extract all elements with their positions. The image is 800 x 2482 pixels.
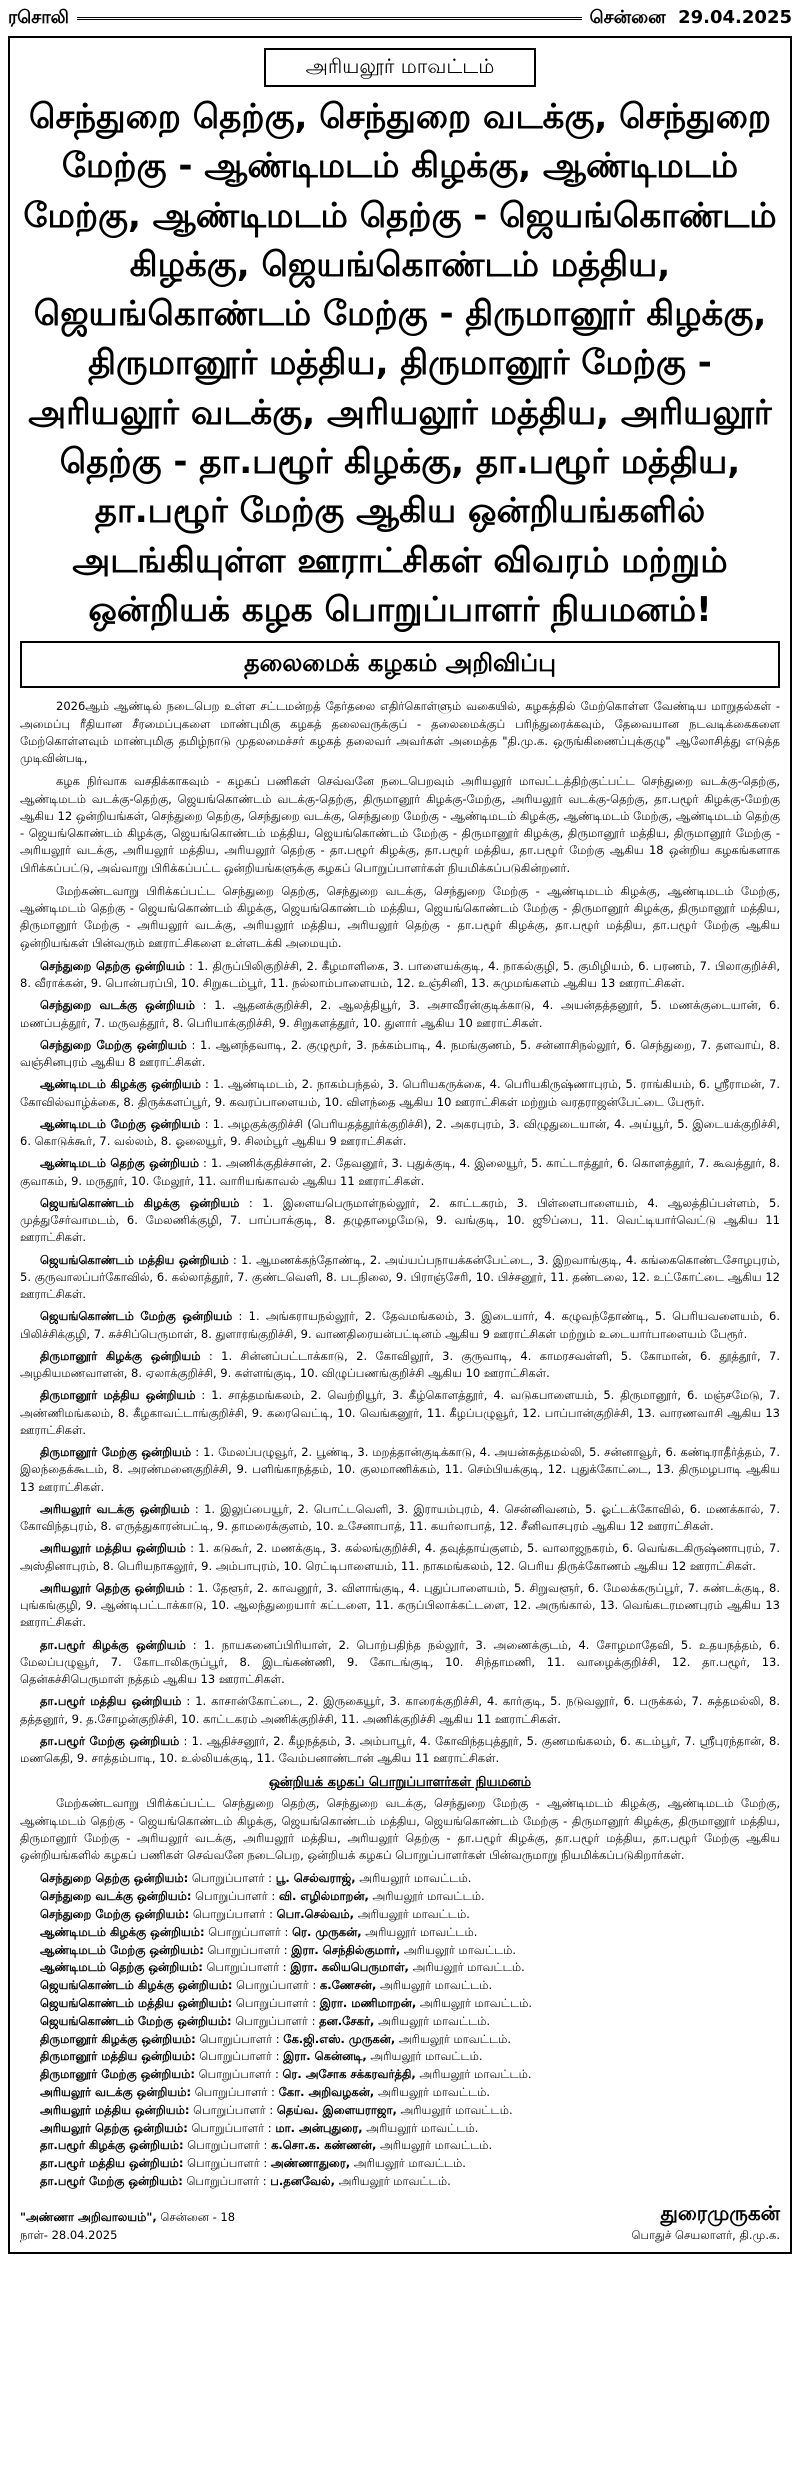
union-entry: ஆண்டிமடம் கிழக்கு ஒன்றியம் : 1. ஆண்டிமடம், 2. நாகம்பந்தல், 3. பெரியகருக்கை, 4. பெரியகிருஷ்ணாபுரம், 5. ராங்கியம், 6. ஸ்ரீராமன், 7. கோவில்வாழ்க்கை, 8. திருக்களப்பூர், 9. கவரப்பாளையம், 10. விளந்தை ஆகிய 10 ஊராட்சிகள் மற்றும் வரதராஜன்பேட்டை பேரூர். — [20, 1077, 780, 1109]
appointment-person: வி. எழில்மாறன், — [278, 1889, 369, 1904]
appointments-intro: மேற்கண்டவாறு பிரிக்கப்பட்ட செந்துறை தெற்கு, செந்துறை வடக்கு, செந்துறை மேற்கு - ஆண்டிமடம் கிழக்கு, ஆண்டிமடம் மேற்கு, ஆண்டிமடம் தெற்கு - ஜெயங்கொண்டம் கிழக்கு, ஜெயங்கொண்டம் மத்திய, ஜெயங்கொண்டம் மேற்கு - திருமானூர் கிழக்கு, திருமானூர் மத்திய, திருமானூர் மேற்கு - அரியலூர் வடக்கு, அரியலூர் மத்திய, அரியலூர் தெற்கு - தா.பழூர் கிழக்கு, தா.பழூர் மத்திய, தா.பழூர் மேற்கு ஆகிய ஒன்றியங்களில் கழகப் பணிகள் செவ்வனே நடைபெற, ஒன்றியக் கழகப் பொறுப்பாளர்கள் பின்வருமாறு நியமிக்கப்படுகிறார்கள். — [20, 1796, 780, 1863]
union-name: அரியலூர் தெற்கு ஒன்றியம் — [40, 1580, 185, 1595]
union-villages: 1. ஆதிச்சனூர், 2. கீழநத்தம், 3. அம்பாபூர், 4. கோவிந்தபுத்தூர், 5. குணமங்கலம், 6. கடம்பூர், 7. ஸ்ரீபுரந்தான், 8. மணகெதி, 9. சாத்தம்பாடி, 10. உல்லியக்குடி, 11. வேம்பனாண்டான் ஆகிய 11 ஊராட்சிகள். — [20, 1733, 780, 1766]
appointment-place: அரியலூர் மாவட்டம். — [400, 2102, 513, 2117]
union-entry: திருமானூர் மேற்கு ஒன்றியம் : 1. மேலப்பழுவூர், 2. பூண்டி, 3. மறத்தான்குடிக்காடு, 4. அயன்சுத்தமல்லி, 5. சன்னாவூர், 6. கண்டிராதீர்த்தம், 7. இலந்தைக்கூடம், 8. அரண்மனைகுறிச்சி, 9. பளிங்காநத்தம், 10. குலமாணிக்கம், 11. செம்பியக்குடி, 12. புதுக்கோட்டை, 13. திருமழபாடி ஆகிய 13 ஊராட்சிகள். — [20, 1445, 781, 1494]
footer — [20, 2201, 780, 2244]
appointment-union: தா.பழூர் மேற்கு ஒன்றியம்: — [40, 2174, 183, 2189]
appointment-person: பூ. செல்வராஜ், — [275, 1871, 356, 1886]
appointment-role: பொறுப்பாளர் : — [191, 1871, 273, 1886]
appointment-place: அரியலூர் மாவட்டம். — [380, 2138, 493, 2153]
appointment-role: பொறுப்பாளர் : — [199, 2031, 280, 2046]
appointment-person: பொ.செல்வம், — [276, 1906, 355, 1921]
appointment-role: பொறுப்பாளர் : — [191, 2120, 272, 2135]
appointment-place: அரியலூர் மாவட்டம். — [357, 1906, 470, 1921]
appointment-role: பொறுப்பாளர் : — [187, 2138, 268, 2153]
appointment-person: இரா. மணிமாறன், — [319, 1995, 417, 2010]
appointment-person: மா. அன்புதுரை, — [275, 2120, 363, 2135]
appointment-role: பொறுப்பாளர் : — [199, 2049, 280, 2064]
union-villages: 1. நாயகனைப்பிரியாள், 2. பொற்பதிந்த நல்லூர், 3. அணைக்குடம், 4. சோழமாதேவி, 5. உதயநத்தம், 6. மேலப்பழுவூர், 7. கோடாலிகருப்பூர், 8. இடங்கண்ணி, 9. கோடங்குடி, 10. சிந்தாமணி, 11. வாழைக்குறிச்சி, 12. தா.பழூர், 13. தென்கச்சிபெருமாள் நத்தம் ஆகிய 13 ஊராட்சிகள். — [20, 1637, 781, 1687]
appointment-role: பொறுப்பாளர் : — [195, 1889, 276, 1904]
appointment-person: தன.சேகர், — [319, 2013, 375, 2028]
appointment-place: அரியலூர் மாவட்டம். — [365, 1924, 478, 1939]
appointment-union: ஆண்டிமடம் கிழக்கு ஒன்றியம்: — [40, 1924, 205, 1939]
union-entry: திருமானூர் மத்திய ஒன்றியம் : 1. சாத்தமங்கலம், 2. வெற்றியூர், 3. கீழ்கொளத்தூர், 4. வடுகபாளையம், 5. திருமானூர், 6. மஞ்சமேடு, 7. அண்ணிமங்கலம், 8. கீழகாவட்டாங்குறிச்சி, 9. கரைவெட்டி, 10. வெங்கனூர், 11. கீழப்பழுவூர், 12. பாப்பான்குறிச்சி, 13. வாரணவாசி ஆகிய 13 ஊராட்சிகள். — [20, 1388, 781, 1437]
union-name: செந்துறை வடக்கு ஒன்றியம் — [40, 998, 195, 1013]
appointment-place: அரியலூர் மாவட்டம். — [377, 2085, 491, 2100]
appointment-role: பொறுப்பாளர் : — [186, 2174, 267, 2189]
union-villages: 1. காசான்கோட்டை, 2. இருகையூர், 3. காரைக்குறிச்சி, 4. கார்குடி, 5. நடுவலூர், 6. பருக்கல், 7. சுத்தமல்லி, 8. தத்தனூர், 9. த.சோழன்குறிச்சி, 10. காட்டகரம் அணிக்குறிச்சி, 11. அணிக்குறிச்சி ஆகிய 11 ஊராட்சிகள். — [20, 1694, 780, 1726]
union-entry: அரியலூர் வடக்கு ஒன்றியம் : 1. இலுப்பையூர், 2. பொட்டவெளி, 3. இராயம்புரம், 4. சென்னிவனம், 5. ஓட்டக்கோவில், 6. மணக்கால், 7. கோவிந்தபுரம், 8. எருத்துகாரன்பட்டி, 9. தாமரைக்குளம், 10. உசேனாபாத், 11. கயர்லாபாத், 12. சீனிவாசபுரம் ஆகிய 12 ஊராட்சிகள். — [20, 1501, 781, 1534]
intro-paragraph: மேற்கண்டவாறு பிரிக்கப்பட்ட செந்துறை தெற்கு, செந்துறை வடக்கு, செந்துறை மேற்கு - ஆண்டிமடம் கிழக்கு, ஆண்டிமடம் மேற்கு, ஆண்டிமடம் தெற்கு - ஜெயங்கொண்டம் கிழக்கு, ஜெயங்கொண்டம் மத்திய, ஜெயங்கொண்டம் மேற்கு - திருமானூர் கிழக்கு, திருமானூர் மத்திய, திருமானூர் மேற்கு - அரியலூர் வடக்கு, அரியலூர் மத்திய, அரியலூர் தெற்கு - தா.பழூர் கிழக்கு, தா.பழூர் மத்திய, தா.பழூர் மேற்கு ஆகிய ஒன்றியங்கள் பின்வரும் ஊராட்சிகளை உள்ளடக்கி அமையும். — [20, 883, 780, 950]
district-title: அரியலூர் மாவட்டம் — [264, 48, 537, 87]
appointment-place: அரியலூர் மாவட்டம். — [412, 1960, 525, 1975]
appointment-row — [20, 2048, 780, 2066]
union-entry: ஜெயங்கொண்டம் கிழக்கு ஒன்றியம் : 1. இளையபெருமாள்நல்லூர், 2. காட்டகரம், 3. பிள்ளைபாளையம், 4. ஆலத்திப்பள்ளம், 5. முத்துசேர்வாமடம், 6. மேலணிக்குழி, 7. பாப்பாக்குடி, 8. தழுதாழைமேடு, 9. வங்குடி, 10. ஜூப்பை, 11. வெட்டியார்வெட்டு ஆகிய 11 ஊராட்சிகள். — [20, 1195, 780, 1245]
date: 29.04.2025 — [678, 6, 792, 28]
appointment-person: தெய்வ. இளையராஜா, — [276, 2102, 397, 2117]
appointment-place: அரியலூர் மாவட்டம். — [372, 1889, 485, 1904]
appointment-person: ரெ. முருகன், — [292, 1924, 362, 1939]
appointment-role: பொறுப்பாளர் : — [194, 2085, 275, 2100]
appointment-person: இரா. கலியபெருமாள், — [290, 1960, 409, 1975]
masthead-rule — [77, 17, 582, 20]
appointment-row — [20, 2031, 780, 2049]
appointment-union: அரியலூர் தெற்கு ஒன்றியம்: — [40, 2120, 188, 2135]
appointment-person: கோ. அறிவழகன், — [278, 2085, 375, 2100]
union-name: ஜெயங்கொண்டம் மத்திய ஒன்றியம் — [40, 1252, 229, 1267]
appointment-row — [20, 2120, 780, 2138]
appointment-place: அரியலூர் மாவட்டம். — [366, 2120, 479, 2135]
appointment-list — [20, 1870, 780, 2191]
union-entry: தா.பழூர் கிழக்கு ஒன்றியம் : 1. நாயகனைப்பிரியாள், 2. பொற்பதிந்த நல்லூர், 3. அணைக்குடம், 4. சோழமாதேவி, 5. உதயநத்தம், 6. மேலப்பழுவூர், 7. கோடாலிகருப்பூர், 8. இடங்கண்ணி, 9. கோடங்குடி, 10. சிந்தாமணி, 11. வாழைக்குறிச்சி, 12. தா.பழூர், 13. தென்கச்சிபெருமாள் நத்தம் ஆகிய 13 ஊராட்சிகள். — [20, 1637, 781, 1687]
appointment-row — [20, 1977, 780, 1995]
appointment-role: பொறுப்பாளர் : — [207, 1942, 288, 1957]
appointment-place: அரியலூர் மாவட்டம். — [419, 1995, 533, 2010]
masthead — [8, 0, 792, 36]
appointment-union: திருமானூர் கிழக்கு ஒன்றியம்: — [40, 2031, 196, 2046]
appointment-row — [20, 1942, 780, 1960]
appointment-role: பொறுப்பாளர் : — [235, 1995, 317, 2010]
union-entry: தா.பழூர் மேற்கு ஒன்றியம் : 1. ஆதிச்சனூர், 2. கீழநத்தம், 3. அம்பாபூர், 4. கோவிந்தபுத்தூர், 5. குணமங்கலம், 6. கடம்பூர், 7. ஸ்ரீபுரந்தான், 8. மணகெதி, 9. சாத்தம்பாடி, 10. உல்லியக்குடி, 11. வேம்பனாண்டான் ஆகிய 11 ஊராட்சிகள். — [20, 1733, 780, 1766]
appointment-row — [20, 1924, 780, 1942]
appointment-union: தா.பழூர் மத்திய ஒன்றியம்: — [40, 2156, 184, 2171]
union-villages: 1. மேலப்பழுவூர், 2. பூண்டி, 3. மறத்தான்குடிக்காடு, 4. அயன்சுத்தமல்லி, 5. சன்னாவூர், 6. கண்டிராதீர்த்தம், 7. இலந்தைக்கூடம், 8. அரண்மனைகுறிச்சி, 9. பளிங்காநத்தம், 10. குலமாணிக்கம், 11. செம்பியக்குடி, 12. புதுக்கோட்டை, 13. திருமழபாடி ஆகிய 13 ஊராட்சிகள். — [20, 1445, 781, 1494]
signature-block — [632, 2201, 780, 2244]
headline: செந்துறை தெற்கு, செந்துறை வடக்கு, செந்துறை மேற்கு - ஆண்டிமடம் கிழக்கு, ஆண்டிமடம் மேற்கு, ஆண்டிமடம் தெற்கு - ஜெயங்கொண்டம் கிழக்கு, ஜெயங்கொண்டம் மத்திய, ஜெயங்கொண்டம் மேற்கு - திருமானூர் கிழக்கு, திருமானூர் மத்திய, திருமானூர் மேற்கு - அரியலூர் வடக்கு, அரியலூர் மத்திய, அரியலூர் தெற்கு - தா.பழூர் கிழக்கு, தா.பழூர் மத்திய, தா.பழூர் மேற்கு ஆகிய ஒன்றியங்களில் அடங்கியுள்ள ஊராட்சிகள் விவரம் மற்றும் ஒன்றியக் கழக பொறுப்பாளர் நியமனம்! — [23, 97, 777, 630]
union-entry: ஜெயங்கொண்டம் மேற்கு ஒன்றியம் : 1. அங்கராயநல்லூர், 2. தேவமங்கலம், 3. இடையார், 4. கழுவந்தோண்டி, 5. பெரியவளையம், 6. பிலிச்சிக்குழி, 7. சுச்சிப்பெருமாள், 8. துளாரங்குறிச்சி, 9. வாணதிரையன்பட்டினம் ஆகிய 9 ஊராட்சிகள் மற்றும் உடையார்பாளையம் பேரூர். — [20, 1309, 781, 1341]
appointment-person: கே.ஜி.எஸ். முருகன், — [283, 2031, 396, 2046]
appointment-role: பொறுப்பாளர் : — [206, 1960, 287, 1975]
appointment-union: ஆண்டிமடம் மேற்கு ஒன்றியம்: — [40, 1942, 204, 1957]
appointment-role: பொறுப்பாளர் : — [192, 1906, 274, 1921]
union-name: ஆண்டிமடம் மேற்கு ஒன்றியம் — [40, 1116, 201, 1131]
union-villages: 1. திருப்பிலிகுறிச்சி, 2. கீழமாளிகை, 3. பாளையக்குடி, 4. நாகல்குழி, 5. குமிழியம், 6. பரணம், 7. பிலாகுறிச்சி, 8. வீராக்கன், 9. பொன்பரப்பி, 10. சிறுகடம்பூர், 11. நல்லாம்பாளையம், 12. உஞ்சினி, 13. சுமுமங்களம் ஆகிய 13 ஊராட்சிகள். — [20, 958, 780, 991]
appointment-person: இரா. செந்தில்குமார், — [291, 1942, 401, 1957]
appointment-union: தா.பழூர் கிழக்கு ஒன்றியம்: — [40, 2138, 184, 2153]
appointment-role: பொறுப்பாளர் : — [187, 2156, 268, 2171]
union-villages: 1. ஆமணக்கந்தோண்டி, 2. அய்யப்பநாயக்கன்பேட்டை, 3. இறவாங்குடி, 4. கங்கைகொண்டசோழபுரம், 5. குருவாலப்பர்கோவில், 6. கல்லாத்தூர், 7. குண்டவெளி, 8. படநிலை, 9. பிராஞ்சேரி, 10. பிச்சனூர், 11. தண்டலை, 12. உட்கோட்டை ஆகிய 12 ஊராட்சிகள். — [20, 1252, 780, 1302]
union-villages: 1. அங்கராயநல்லூர், 2. தேவமங்கலம், 3. இடையார், 4. கழுவந்தோண்டி, 5. பெரியவளையம், 6. பிலிச்சிக்குழி, 7. சுச்சிப்பெருமாள், 8. துளாரங்குறிச்சி, 9. வாணதிரையன்பட்டினம் ஆகிய 9 ஊராட்சிகள் மற்றும் உடையார்பாளையம் பேரூர். — [20, 1309, 781, 1341]
appointment-union: செந்துறை மேற்கு ஒன்றியம்: — [40, 1906, 190, 1921]
appointment-row — [20, 1959, 780, 1977]
paper-name: ரசொலி — [8, 6, 70, 28]
appointment-person: க.சொ.க. கண்ணன், — [271, 2138, 377, 2153]
union-name: திருமானூர் மேற்கு ஒன்றியம் — [40, 1445, 192, 1460]
masthead-date — [590, 7, 792, 30]
date-line: நாள்- 28.04.2025 — [20, 2227, 118, 2242]
appointment-role: பொறுப்பாளர் : — [236, 1978, 317, 1993]
intro-paragraph: கழக நிர்வாக வசதிக்காகவும் - கழகப் பணிகள் செவ்வனே நடைபெறவும் அரியலூர் மாவட்டத்திற்குட்பட்ட செந்துறை வடக்கு-தெற்கு, ஆண்டிமடம் வடக்கு-தெற்கு, ஜெயங்கொண்டம் வடக்கு-தெற்கு, திருமானூர் கிழக்கு-மேற்கு, அரியலூர் வடக்கு-தெற்கு, தா.பழூர் கிழக்கு-மேற்கு ஆகிய 12 ஒன்றியங்கள், செந்துறை தெற்கு, செந்துறை வடக்கு, செந்துறை மேற்கு - ஆண்டிமடம் கிழக்கு, ஆண்டிமடம் மேற்கு, ஆண்டிமடம் தெற்கு - ஜெயங்கொண்டம் கிழக்கு, ஜெயங்கொண்டம் மத்திய, ஜெயங்கொண்டம் மேற்கு - திருமானூர் கிழக்கு, திருமானூர் மத்திய, திருமானூர் மேற்கு - அரியலூர் வடக்கு, அரியலூர் மத்திய, அரியலூர் தெற்கு - தா.பழூர் கிழக்கு, தா.பழூர் மத்திய, தா.பழூர் மேற்கு ஆகிய 18 ஒன்றிய கழகங்களாக பிரிக்கப்பட்டு, அவ்வாறு பிரிக்கப்பட்ட ஒன்றியங்களுக்கு கழகப் பொறுப்பாளர்கள் நியமிக்கப்படுகின்றனர். — [20, 774, 780, 875]
appointment-union: ஜெயங்கொண்டம் கிழக்கு ஒன்றியம்: — [40, 1978, 233, 1993]
appointment-person: க.ணேசன், — [319, 1978, 377, 1993]
appointment-place: அரியலூர் மாவட்டம். — [338, 2174, 451, 2189]
union-villages: 1. அழகுக்குறிச்சி (பெரியதத்தூர்க்குறிச்சி), 2. அகரபுரம், 3. விழுதுடையான், 4. அய்யூர், 5. இடையக்குறிச்சி, 6. கொடுக்கூர், 7. வல்லம், 8. ஓலையூர், 9. சிலம்பூர் ஆகிய 9 ஊராட்சிகள். — [20, 1116, 780, 1149]
appointment-union: ஆண்டிமடம் தெற்கு ஒன்றியம்: — [40, 1960, 203, 1975]
appointment-union: திருமானூர் மத்திய ஒன்றியம்: — [40, 2049, 196, 2064]
appointment-place: அரியலூர் மாவட்டம். — [398, 2031, 512, 2046]
appointment-row — [20, 2173, 780, 2191]
union-name: செந்துறை தெற்கு ஒன்றியம் — [40, 958, 185, 973]
publisher-block — [20, 2209, 235, 2244]
appointment-union: ஜெயங்கொண்டம் மத்திய ஒன்றியம்: — [40, 1995, 233, 2010]
appointment-place: அரியலூர் மாவட்டம். — [403, 1942, 517, 1957]
signatory-title: பொதுச் செயலாளர், தி.மு.க. — [631, 2227, 780, 2242]
union-list — [20, 958, 780, 1768]
appointment-place: அரியலூர் மாவட்டம். — [419, 2067, 532, 2082]
city: சென்னை — [589, 6, 666, 28]
union-name: ஆண்டிமடம் தெற்கு ஒன்றியம் — [40, 1156, 199, 1171]
appointment-row — [20, 2102, 780, 2120]
appointments-title: ஒன்றியக் கழகப் பொறுப்பாளர்கள் நியமனம் — [268, 1775, 532, 1791]
appointment-union: செந்துறை வடக்கு ஒன்றியம்: — [40, 1889, 192, 1904]
union-entry: செந்துறை மேற்கு ஒன்றியம் : 1. ஆனந்தவாடி, 2. குழுமூர், 3. நக்கம்பாடி, 4. நமங்குணம், 5. சன்னாசிநல்லூர், 6. செந்துறை, 7. தளவாய், 8. வஞ்சினபுரம் ஆகிய 8 ஊராட்சிகள். — [20, 1037, 780, 1070]
appointment-place: அரியலூர் மாவட்டம். — [353, 2156, 466, 2171]
union-entry: செந்துறை வடக்கு ஒன்றியம் : 1. ஆதனக்குறிச்சி, 2. ஆலத்தியூர், 3. அசாவீரன்குடிக்காடு, 4. அயன்தத்தனூர், 5. மணக்குடையான், 6. மணப்பத்தூர், 7. மருவத்தூர், 8. பெரியாக்குறிச்சி, 9. சிறுகளத்தூர், 10. துளார் ஆகிய 10 ஊராட்சிகள். — [20, 998, 781, 1030]
union-name: தா.பழூர் மத்திய ஒன்றியம் — [40, 1694, 182, 1709]
appointment-union: அரியலூர் வடக்கு ஒன்றியம்: — [40, 2085, 192, 2100]
union-villages: 1. ஆண்டிமடம், 2. நாகம்பந்தல், 3. பெரியகருக்கை, 4. பெரியகிருஷ்ணாபுரம், 5. ராங்கியம், 6. ஸ்ரீராமன், 7. கோவில்வாழ்க்கை, 8. திருக்களப்பூர், 9. கவரப்பாளையம், 10. விளந்தை ஆகிய 10 ஊராட்சிகள் மற்றும் வரதராஜன்பேட்டை பேரூர். — [20, 1077, 780, 1109]
appointment-union: திருமானூர் மேற்கு ஒன்றியம்: — [40, 2067, 195, 2082]
union-entry: ஜெயங்கொண்டம் மத்திய ஒன்றியம் : 1. ஆமணக்கந்தோண்டி, 2. அய்யப்பநாயக்கன்பேட்டை, 3. இறவாங்குடி, 4. கங்கைகொண்டசோழபுரம், 5. குருவாலப்பர்கோவில், 6. கல்லாத்தூர், 7. குண்டவெளி, 8. படநிலை, 9. பிராஞ்சேரி, 10. பிச்சனூர், 11. தண்டலை, 12. உட்கோட்டை ஆகிய 12 ஊராட்சிகள். — [20, 1252, 780, 1302]
union-entry: திருமானூர் கிழக்கு ஒன்றியம் : 1. சின்னப்பட்டாக்காடு, 2. கோவிலூர், 3. குருவாடி, 4. காமரசவள்ளி, 5. கோமான், 6. தூத்தூர், 7. அழகியமணவாளன், 8. ஏலாக்குறிச்சி, 9. சுள்ளங்குடி, 10. விழுப்பணங்குறிச்சி ஆகிய 10 ஊராட்சிகள். — [20, 1348, 781, 1381]
union-name: தா.பழூர் கிழக்கு ஒன்றியம் — [40, 1637, 186, 1652]
appointment-person: ப.தனவேல், — [270, 2174, 335, 2189]
appointment-row — [20, 1995, 780, 2013]
announcement-frame — [8, 36, 792, 2254]
publisher-city: சென்னை - 18 — [160, 2210, 236, 2225]
union-entry: அரியலூர் மத்திய ஒன்றியம் : 1. கடுகூர், 2. மணக்குடி, 3. கல்லங்குறிச்சி, 4. தவுத்தாய்குளம், 5. வாலாஜநகரம், 6. வெங்கடகிருஷ்ணாபுரம், 7. அஸ்தினாபுரம், 8. பெரியநாகலூர், 9. அம்பாபுரம், 10. ரெட்டிபாளையம், 11. நாகமங்கலம், 12. பெரிய திருக்கோணம் ஆகிய 12 ஊராட்சிகள். — [20, 1541, 780, 1573]
appointment-person: அண்ணாதுரை, — [270, 2156, 351, 2171]
union-name: ஆண்டிமடம் கிழக்கு ஒன்றியம் — [40, 1077, 201, 1092]
union-entry: ஆண்டிமடம் மேற்கு ஒன்றியம் : 1. அழகுக்குறிச்சி (பெரியதத்தூர்க்குறிச்சி), 2. அகரபுரம், 3. விழுதுடையான், 4. அய்யூர், 5. இடையக்குறிச்சி, 6. கொடுக்கூர், 7. வல்லம், 8. ஓலையூர், 9. சிலம்பூர் ஆகிய 9 ஊராட்சிகள். — [20, 1116, 780, 1149]
appointment-row — [20, 1888, 780, 1906]
appointment-row — [20, 2013, 780, 2031]
appointment-union: அரியலூர் மத்திய ஒன்றியம்: — [40, 2102, 190, 2117]
union-entry: ஆண்டிமடம் தெற்கு ஒன்றியம் : 1. அணிக்குதிச்சான், 2. தேவனூர், 3. புதுக்குடி, 4. இலையூர், 5. காட்டாத்தூர், 6. கொளத்தூர், 7. கூவத்தூர், 8. குவாகம், 9. மருதூர், 10. மேலூர், 11. வாரியங்காவல் ஆகிய 11 ஊராட்சிகள். — [20, 1156, 781, 1188]
appointment-row — [20, 2084, 780, 2102]
union-name: தா.பழூர் மேற்கு ஒன்றியம் — [40, 1733, 180, 1748]
appointment-role: பொறுப்பாளர் : — [208, 1924, 289, 1939]
union-name: திருமானூர் மத்திய ஒன்றியம் — [40, 1388, 196, 1403]
signatory-name: துரைமுருகன் — [660, 2200, 780, 2225]
appointment-row — [20, 2155, 780, 2173]
notice-title-wrap — [20, 641, 780, 688]
union-villages: 1. இலுப்பையூர், 2. பொட்டவெளி, 3. இராயம்புரம், 4. சென்னிவனம், 5. ஓட்டக்கோவில், 6. மணக்கால், 7. கோவிந்தபுரம், 8. எருத்துகாரன்பட்டி, 9. தாமரைக்குளம், 10. உசேனாபாத், 11. கயர்லாபாத், 12. சீனிவாசபுரம் ஆகிய 12 ஊராட்சிகள். — [20, 1501, 781, 1534]
intro-paragraph: 2026ஆம் ஆண்டில் நடைபெற உள்ள சட்டமன்றத் தேர்தலை எதிர்கொள்ளும் வகையில், கழகத்தில் மேற்கொள்ள வேண்டிய மாறுதல்கள் - அமைப்பு ரீதியான சீரமைப்புகளை மாண்புமிகு கழகத் தலைவருக்குப் - தலைமைக்குப் பரிந்துரைக்கவும், தேவையான நடவடிக்கைகளை மேற்கொள்ளவும் மாண்புமிகு தமிழ்நாடு முதலமைச்சர் கழகத் தலைவர் அவர்கள் அமைத்த "தி.மு.க. ஒருங்கிணைப்புக்குழு" ஆலோசித்து எடுத்த முடிவின்படி, — [20, 699, 780, 766]
appointment-union: செந்துறை தெற்கு ஒன்றியம்: — [40, 1871, 189, 1886]
union-villages: 1. ஆதனக்குறிச்சி, 2. ஆலத்தியூர், 3. அசாவீரன்குடிக்காடு, 4. அயன்தத்தனூர், 5. மணக்குடையான், 6. மணப்பத்தூர், 7. மருவத்தூர், 8. பெரியாக்குறிச்சி, 9. சிறுகளத்தூர், 10. துளார் ஆகிய 10 ஊராட்சிகள். — [20, 998, 781, 1030]
union-name: ஜெயங்கொண்டம் கிழக்கு ஒன்றியம் — [40, 1195, 240, 1210]
union-villages: 1. இளையபெருமாள்நல்லூர், 2. காட்டகரம், 3. பிள்ளைபாளையம், 4. ஆலத்திப்பள்ளம், 5. முத்துசேர்வாமடம், 6. மேலணிக்குழி, 7. பாப்பாக்குடி, 8. தழுதாழைமேடு, 9. வங்குடி, 10. ஜூப்பை, 11. வெட்டியார்வெட்டு ஆகிய 11 ஊராட்சிகள். — [20, 1195, 780, 1245]
union-villages: 1. அணிக்குதிச்சான், 2. தேவனூர், 3. புதுக்குடி, 4. இலையூர், 5. காட்டாத்தூர், 6. கொளத்தூர், 7. கூவத்தூர், 8. குவாகம், 9. மருதூர், 10. மேலூர், 11. வாரியங்காவல் ஆகிய 11 ஊராட்சிகள். — [20, 1156, 781, 1188]
appointment-place: அரியலூர் மாவட்டம். — [378, 2013, 491, 2028]
notice-title: தலைமைக் கழகம் அறிவிப்பு — [20, 641, 780, 688]
appointment-person: ரெ. அசோக சக்கரவர்த்தி, — [282, 2067, 416, 2082]
publisher: "அண்ணா அறிவாலயம்", — [20, 2210, 157, 2225]
union-name: அரியலூர் மத்திய ஒன்றியம் — [40, 1541, 186, 1556]
appointment-row — [20, 2137, 780, 2155]
union-name: செந்துறை மேற்கு ஒன்றியம் — [40, 1037, 187, 1052]
appointment-place: அரியலூர் மாவட்டம். — [359, 1871, 472, 1886]
union-villages: 1. சின்னப்பட்டாக்காடு, 2. கோவிலூர், 3. குருவாடி, 4. காமரசவள்ளி, 5. கோமான், 6. தூத்தூர், 7. அழகியமணவாளன், 8. ஏலாக்குறிச்சி, 9. சுள்ளங்குடி, 10. விழுப்பணங்குறிச்சி ஆகிய 10 ஊராட்சிகள். — [20, 1348, 781, 1381]
union-entry: அரியலூர் தெற்கு ஒன்றியம் : 1. தேளூர், 2. காவனூர், 3. விளாங்குடி, 4. புதுப்பாளையம், 5. சிறுவளூர், 6. மேலக்கருப்பூர், 7. சுண்டக்குடி, 8. புங்கங்குழி, 9. ஆண்டிபட்டாக்காடு, 10. ஆலந்துறையார் கட்டளை, 11. கருப்பிலாக்கட்டளை, 12. அருங்கால், 13. வெங்கடரமணபுரம் ஆகிய 13 ஊராட்சிகள். — [20, 1580, 780, 1630]
union-villages: 1. தேளூர், 2. காவனூர், 3. விளாங்குடி, 4. புதுப்பாளையம், 5. சிறுவளூர், 6. மேலக்கருப்பூர், 7. சுண்டக்குடி, 8. புங்கங்குழி, 9. ஆண்டிபட்டாக்காடு, 10. ஆலந்துறையார் கட்டளை, 11. கருப்பிலாக்கட்டளை, 12. அருங்கால், 13. வெங்கடரமணபுரம் ஆகிய 13 ஊராட்சிகள். — [20, 1580, 780, 1630]
appointment-role: பொறுப்பாளர் : — [235, 2013, 316, 2028]
appointment-role: பொறுப்பாளர் : — [193, 2102, 274, 2117]
appointment-place: அரியலூர் மாவட்டம். — [379, 1978, 493, 1993]
union-villages: 1. சாத்தமங்கலம், 2. வெற்றியூர், 3. கீழ்கொளத்தூர், 4. வடுகபாளையம், 5. திருமானூர், 6. மஞ்சமேடு, 7. அண்ணிமங்கலம், 8. கீழகாவட்டாங்குறிச்சி, 9. கரைவெட்டி, 10. வெங்கனூர், 11. கீழப்பழுவூர், 12. பாப்பான்குறிச்சி, 13. வாரணவாசி ஆகிய 13 ஊராட்சிகள். — [20, 1388, 781, 1437]
appointment-row — [20, 1906, 780, 1924]
district-title-wrap — [20, 48, 780, 87]
appointment-union: ஜெயங்கொண்டம் மேற்கு ஒன்றியம்: — [40, 2013, 232, 2028]
union-name: திருமானூர் கிழக்கு ஒன்றியம் — [40, 1348, 201, 1363]
union-villages: 1. ஆனந்தவாடி, 2. குழுமூர், 3. நக்கம்பாடி, 4. நமங்குணம், 5. சன்னாசிநல்லூர், 6. செந்துறை, 7. தளவாய், 8. வஞ்சினபுரம் ஆகிய 8 ஊராட்சிகள். — [20, 1037, 780, 1070]
appointment-row — [20, 2066, 780, 2084]
union-name: ஜெயங்கொண்டம் மேற்கு ஒன்றியம் — [40, 1309, 233, 1324]
union-villages: 1. கடுகூர், 2. மணக்குடி, 3. கல்லங்குறிச்சி, 4. தவுத்தாய்குளம், 5. வாலாஜநகரம், 6. வெங்கடகிருஷ்ணாபுரம், 7. அஸ்தினாபுரம், 8. பெரியநாகலூர், 9. அம்பாபுரம், 10. ரெட்டிபாளையம், 11. நாகமங்கலம், 12. பெரிய திருக்கோணம் ஆகிய 12 ஊராட்சிகள். — [20, 1541, 780, 1573]
appointment-person: இரா. கென்னடி, — [283, 2049, 367, 2064]
appointment-place: அரியலூர் மாவட்டம். — [370, 2049, 483, 2064]
union-name: அரியலூர் வடக்கு ஒன்றியம் — [40, 1501, 190, 1516]
union-entry: செந்துறை தெற்கு ஒன்றியம் : 1. திருப்பிலிகுறிச்சி, 2. கீழமாளிகை, 3. பாளையக்குடி, 4. நாகல்குழி, 5. குமிழியம், 6. பரணம், 7. பிலாகுறிச்சி, 8. வீராக்கன், 9. பொன்பரப்பி, 10. சிறுகடம்பூர், 11. நல்லாம்பாளையம், 12. உஞ்சினி, 13. சுமுமங்களம் ஆகிய 13 ஊராட்சிகள். — [20, 958, 780, 991]
appointment-role: பொறுப்பாளர் : — [198, 2067, 279, 2082]
union-entry: தா.பழூர் மத்திய ஒன்றியம் : 1. காசான்கோட்டை, 2. இருகையூர், 3. காரைக்குறிச்சி, 4. கார்குடி, 5. நடுவலூர், 6. பருக்கல், 7. சுத்தமல்லி, 8. தத்தனூர், 9. த.சோழன்குறிச்சி, 10. காட்டகரம் அணிக்குறிச்சி, 11. அணிக்குறிச்சி ஆகிய 11 ஊராட்சிகள். — [20, 1694, 780, 1726]
appointment-row — [20, 1870, 780, 1888]
